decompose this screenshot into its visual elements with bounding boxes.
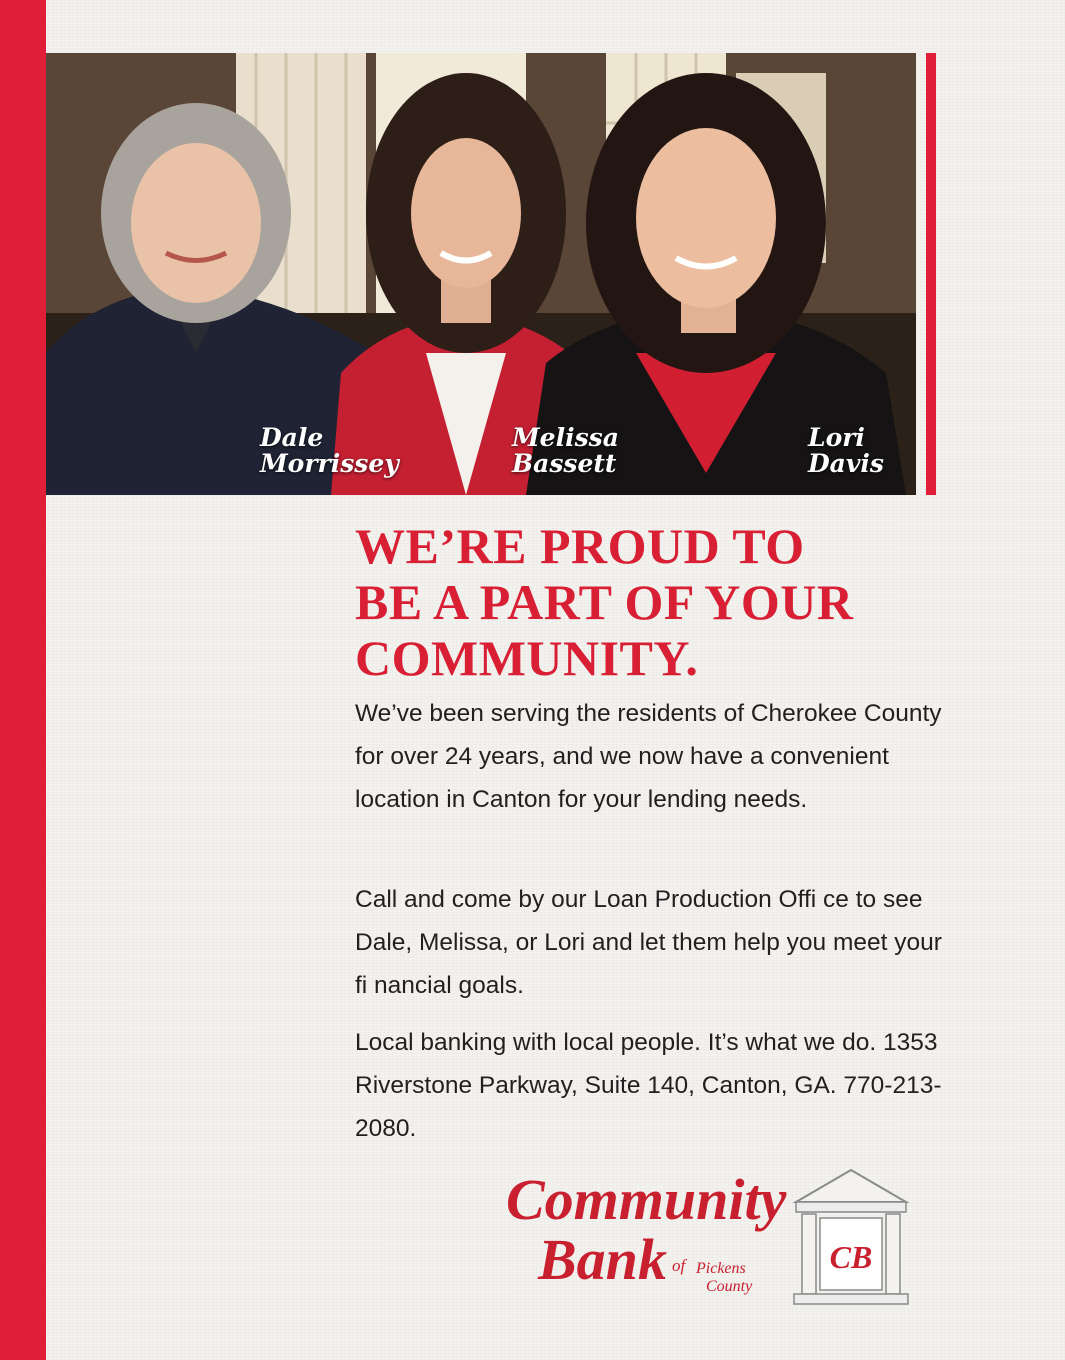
left-red-bar <box>0 0 46 1360</box>
logo-monogram: CB <box>829 1239 873 1275</box>
first-name: Lori <box>808 423 865 452</box>
headline-line: BE A PART OF YOUR <box>355 574 854 630</box>
logo-word-bank: Bank <box>538 1227 667 1292</box>
body-paragraph-1: We’ve been serving the residents of Cherokee County for over 24 years, and we now have a convenient location in Canton for your lending needs. <box>355 700 942 813</box>
headline <box>355 518 955 686</box>
first-name: Melissa <box>512 423 619 452</box>
community-bank-logo <box>500 1160 930 1310</box>
staff-photo <box>46 53 916 495</box>
body-paragraph-3: Local banking with local people. It’s what we do. 1353 Riverstone Parkway, Suite 140, Canton, GA. 770-213-2080. <box>355 1029 942 1142</box>
logo-word-of: of <box>672 1256 686 1275</box>
staff-photo-illustration <box>46 53 916 495</box>
body-paragraph-2: Call and come by our Loan Production Offi ce to see Dale, Melissa, or Lori and let them help you meet your fi nancial goals. <box>355 886 942 999</box>
logo-place-line2: County <box>706 1278 753 1295</box>
logo-word-community: Community <box>506 1167 787 1232</box>
headline-line: COMMUNITY. <box>355 630 699 686</box>
last-name: Davis <box>808 449 884 478</box>
first-name: Dale <box>260 423 324 452</box>
name-label-melissa <box>512 425 619 477</box>
last-name: Morrissey <box>260 449 399 478</box>
photo-red-accent <box>926 53 936 495</box>
last-name: Bassett <box>512 449 617 478</box>
name-label-lori <box>808 425 884 477</box>
name-label-dale <box>260 425 399 477</box>
headline-line: WE’RE PROUD TO <box>355 518 805 574</box>
bank-building-icon <box>790 1166 912 1308</box>
logo-place-line1: Pickens <box>696 1260 746 1277</box>
